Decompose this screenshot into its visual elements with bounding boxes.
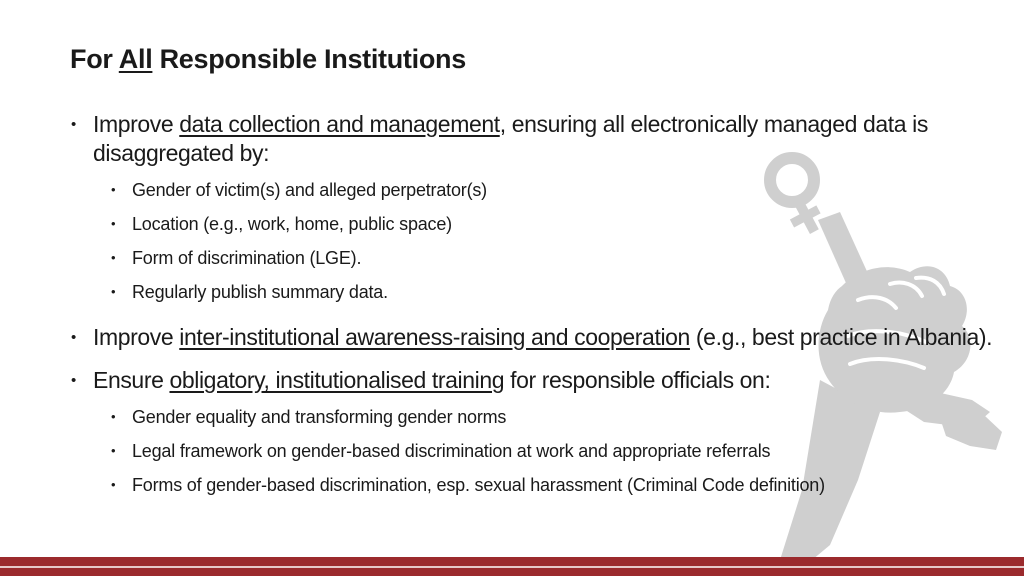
bullet-text-underlined: obligatory, institutionalised training: [169, 367, 505, 393]
title-emphasis: All: [118, 44, 153, 74]
bullet-text-underlined: inter-institutional awareness-raising and cooperation: [179, 324, 690, 350]
sub-bullet-item: • Gender of victim(s) and alleged perpetrator(s): [93, 173, 1015, 207]
bullet-text-pre: Improve: [93, 111, 180, 137]
bullet-text-pre: Ensure: [93, 367, 170, 393]
bullet-text-post: for responsible officials on:: [504, 367, 771, 393]
sub-bullet-item: • Regularly publish summary data.: [93, 275, 1015, 309]
title-suffix: Responsible Institutions: [152, 44, 466, 74]
sub-bullet-list: [93, 400, 1015, 502]
sub-bullet-item: • Gender equality and transforming gender norms: [93, 400, 1015, 434]
sub-bullet-item: • Location (e.g., work, home, public space): [93, 207, 1015, 241]
bullet-text-pre: Improve: [93, 324, 180, 350]
bullet-cooperation: [70, 323, 1015, 352]
bullet-text-underlined: data collection and management: [179, 111, 500, 137]
sub-bullet-list: [93, 173, 1015, 309]
sub-bullet-item: • Legal framework on gender-based discrimination at work and appropriate referrals: [93, 434, 1015, 468]
sub-bullet-item: • Form of discrimination (LGE).: [93, 241, 1015, 275]
bullet-text-post: , ensuring all electronically managed data is disaggregated by:: [93, 111, 928, 166]
bullet-training: [70, 366, 1015, 502]
footer-divider: [0, 566, 1024, 568]
title-prefix: For: [70, 44, 119, 74]
slide-title: [70, 44, 466, 75]
bullet-list: [70, 110, 1015, 502]
bullet-text-post: (e.g., best practice in Albania).: [689, 324, 993, 350]
bullet-data-collection: [70, 110, 1015, 309]
sub-bullet-item: • Forms of gender-based discrimination, esp. sexual harassment (Criminal Code definition): [93, 468, 1015, 502]
